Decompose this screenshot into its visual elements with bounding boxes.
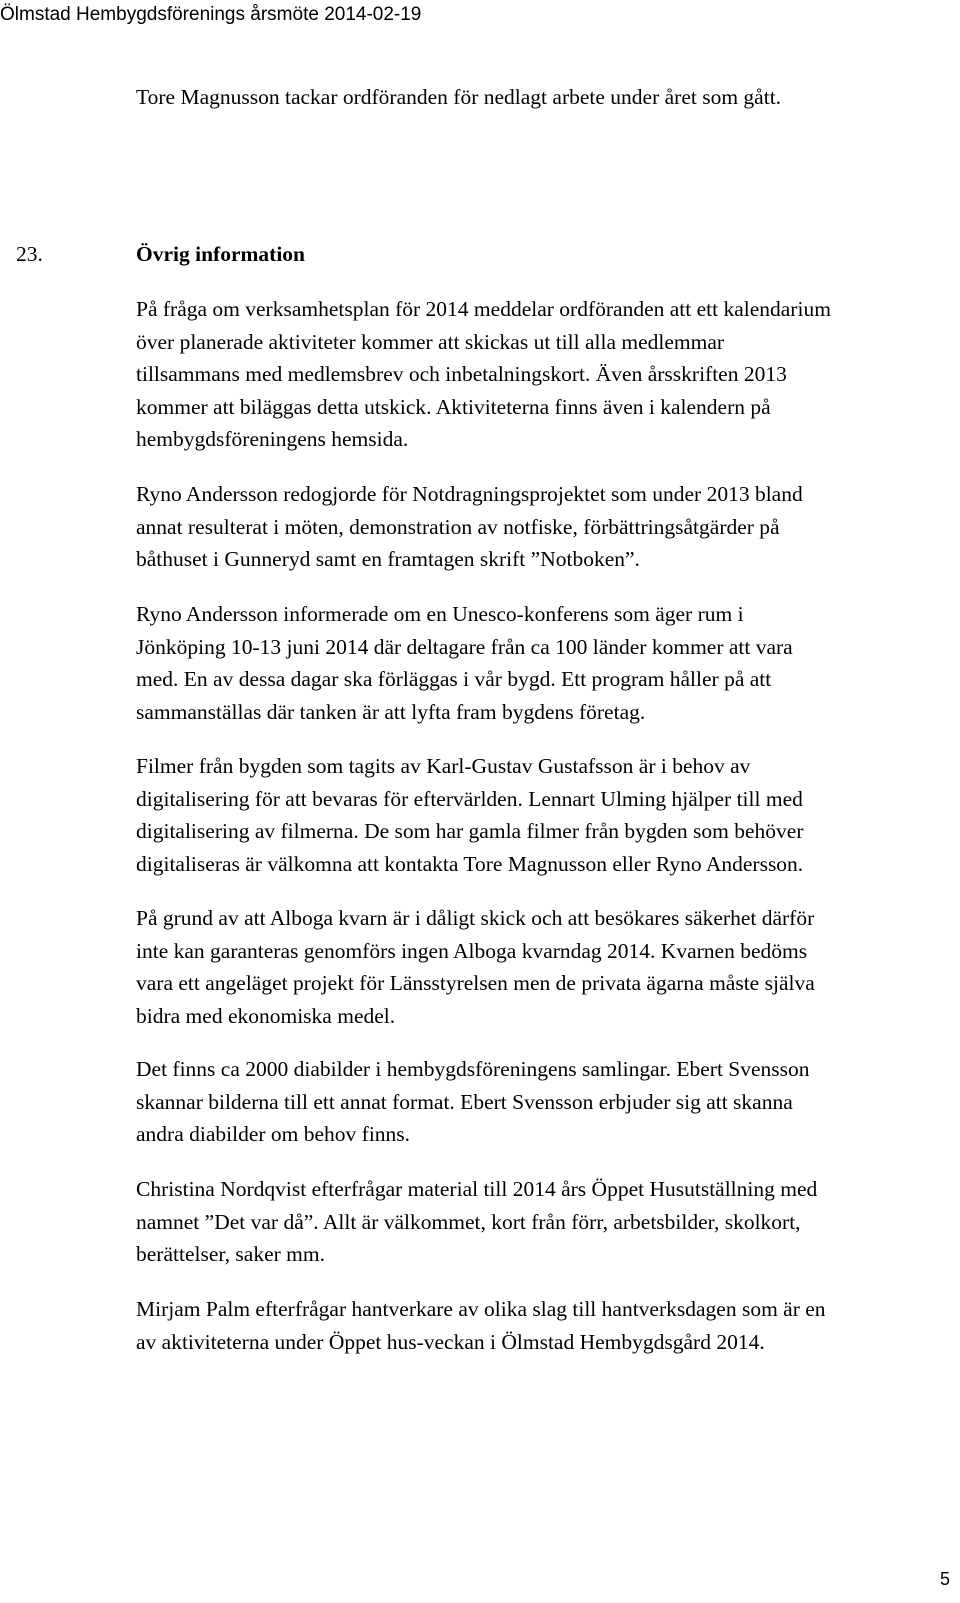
paragraph-oppet-husutstallning (136, 1173, 946, 1271)
text-line: digitaliseras är välkomna att kontakta Tore Magnusson eller Ryno Andersson. (136, 851, 804, 876)
paragraph-verksamhetsplan (136, 293, 946, 456)
text-line: av aktiviteterna under Öppet hus-veckan i Ölmstad Hembygdsgård 2014. (136, 1329, 765, 1354)
text-line: På grund av att Alboga kvarn är i dåligt skick och att besökares säkerhet därför (136, 906, 815, 930)
text-line: berättelser, saker mm. (136, 1242, 325, 1266)
text-line: digitalisering för att bevaras för eftervärlden. Lennart Ulming hjälper till med (136, 786, 803, 811)
paragraph-filmer (136, 750, 946, 880)
text-line: båthuset i Gunneryd samt en framtagen skrift ”Notboken”. (136, 547, 640, 571)
text-line: Tore Magnusson tackar ordföranden för nedlagt arbete under året som gått. (136, 85, 782, 109)
paragraph-diabilder (136, 1053, 946, 1151)
text-line: namnet ”Det var då”. Allt är välkommet, kort från förr, arbetsbilder, skolkort, (136, 1209, 801, 1234)
paragraph-unesco (136, 598, 946, 728)
text-line: digitalisering av filmerna. De som har gamla filmer från bygden som behöver (136, 819, 804, 843)
text-line: vara ett angeläget projekt för Länsstyrelsen men de privata ägarna måste själva (136, 971, 815, 995)
text-line: annat resulterat i möten, demonstration av notfiske, förbättringsåtgärder på (136, 514, 780, 539)
paragraph-alboga-kvarn (136, 902, 946, 1032)
intro-paragraph (136, 81, 946, 114)
text-line: tillsammans med medlemsbrev och inbetalningskort. Även årsskriften 2013 (136, 362, 787, 386)
text-line: sammanställas där tanken är att lyfta fram bygdens företag. (136, 699, 646, 724)
text-line: Christina Nordqvist efterfrågar material till 2014 års Öppet Husutställning med (136, 1177, 818, 1201)
section-title: Övrig information (136, 242, 305, 266)
text-line: Ryno Andersson informerade om en Unesco-konferens som äger rum i (136, 602, 744, 626)
text-line: Mirjam Palm efterfrågar hantverkare av olika slag till hantverksdagen som är en (136, 1297, 826, 1321)
text-line: kommer att biläggas detta utskick. Aktiviteterna finns även i kalendern på (136, 394, 771, 419)
page-number: 5 (939, 1569, 950, 1589)
text-line: med. En av dessa dagar ska förläggas i vår bygd. Ett program håller på att (136, 667, 772, 691)
section-number: 23. (16, 242, 43, 266)
text-line: Filmer från bygden som tagits av Karl-Gustav Gustafsson är i behov av (136, 754, 751, 778)
text-line: över planerade aktiviteter kommer att skickas ut till alla medlemmar (136, 329, 725, 354)
text-line: På fråga om verksamhetsplan för 2014 meddelar ordföranden att ett kalendarium (136, 297, 831, 321)
text-line: hembygdsföreningens hemsida. (136, 427, 409, 451)
text-line: Jönköping 10-13 juni 2014 där deltagare från ca 100 länder kommer att vara (136, 634, 793, 659)
text-line: andra diabilder om behov finns. (136, 1122, 411, 1146)
text-line: inte kan garanteras genomförs ingen Alboga kvarndag 2014. Kvarnen bedöms (136, 938, 808, 963)
text-line: Det finns ca 2000 diabilder i hembygdsföreningens samlingar. Ebert Svensson (136, 1057, 810, 1081)
paragraph-hantverksdagen (136, 1293, 946, 1358)
text-line: bidra med ekonomiska medel. (136, 1003, 396, 1028)
text-line: Ryno Andersson redogjorde för Notdragningsprojektet som under 2013 bland (136, 482, 803, 506)
page-header: Ölmstad Hembygdsförenings årsmöte 2014-02-19 (0, 4, 422, 25)
text-line: skannar bilderna till ett annat format. Ebert Svensson erbjuder sig att skanna (136, 1089, 793, 1114)
paragraph-notdragning (136, 478, 946, 576)
